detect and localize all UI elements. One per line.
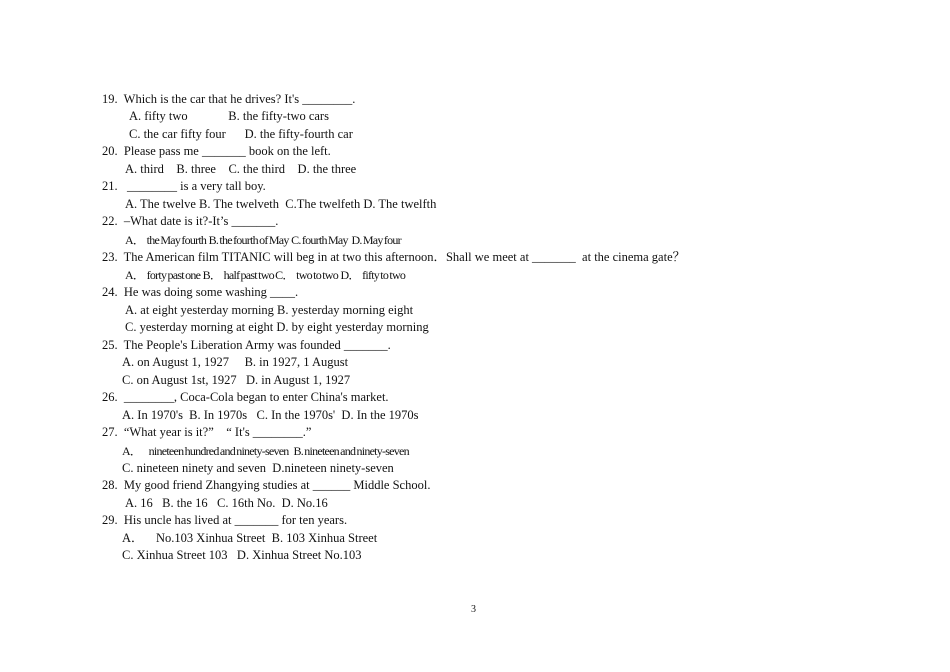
question-24: 24. He was doing some washing ____.	[102, 285, 299, 299]
question-25-options-a-b: A. on August 1, 1927 B. in 1927, 1 August	[122, 355, 349, 369]
question-25-options-c-d: C. on August 1st, 1927 D. in August 1, 1927	[122, 373, 351, 387]
question-19: 19. Which is the car that he drives? It's ________.	[102, 92, 356, 106]
question-26-options: A. In 1970's B. In 1970s C. In the 1970s' D. In the 1970s	[122, 408, 419, 422]
question-24-options-c-d: C. yesterday morning at eight D. by eight yesterday morning	[125, 320, 429, 334]
question-19-options-c-d: C. the car fifty four D. the fifty-fourth car	[129, 127, 353, 141]
question-29-options-c-d: C. Xinhua Street 103 D. Xinhua Street No.103	[122, 548, 362, 562]
question-25: 25. The People's Liberation Army was founded _______.	[102, 338, 391, 352]
question-27-options-c-d: C. nineteen ninety and seven D.nineteen ninety-seven	[122, 461, 394, 475]
question-27: 27. “What year is it?” “ It's ________.”	[102, 425, 312, 439]
question-29: 29. His uncle has lived at _______ for ten years.	[102, 513, 348, 527]
question-28: 28. My good friend Zhangying studies at ______ Middle School.	[102, 478, 431, 492]
question-27-options-a-b: A． nineteen hundred and ninety-seven B. nineteen and ninety-seven	[122, 444, 409, 458]
question-23: 23. The American film TITANIC will beg in at two this afternoon．Shall we meet at _______ at the cinema gate？	[102, 250, 686, 264]
question-19-options-a-b: A. fifty two B. the fifty-two cars	[129, 109, 329, 123]
page-number: 3	[471, 604, 476, 615]
question-23-options: A． forty past one B． half past two C． two to two D． fifty to two	[125, 268, 406, 282]
question-29-options-a-b: A． No.103 Xinhua Street B. 103 Xinhua Street	[122, 531, 378, 545]
question-21-options: A. The twelve B. The twelveth C.The twelfeth D. The twelfth	[125, 197, 437, 211]
question-24-options-a-b: A. at eight yesterday morning B. yesterday morning eight	[125, 303, 414, 317]
question-20: 20. Please pass me _______ book on the left.	[102, 144, 331, 158]
question-22-options: A． the May fourth B. the fourth of May C. fourth May D. May four	[125, 233, 401, 247]
question-20-options: A. third B. three C. the third D. the three	[125, 162, 357, 176]
question-22: 22. –What date is it?-It’s _______.	[102, 214, 279, 228]
question-26: 26. ________, Coca-Cola began to enter China's market.	[102, 390, 389, 404]
question-21: 21. ________ is a very tall boy.	[102, 179, 266, 193]
question-28-options: A. 16 B. the 16 C. 16th No. D. No.16	[125, 496, 328, 510]
